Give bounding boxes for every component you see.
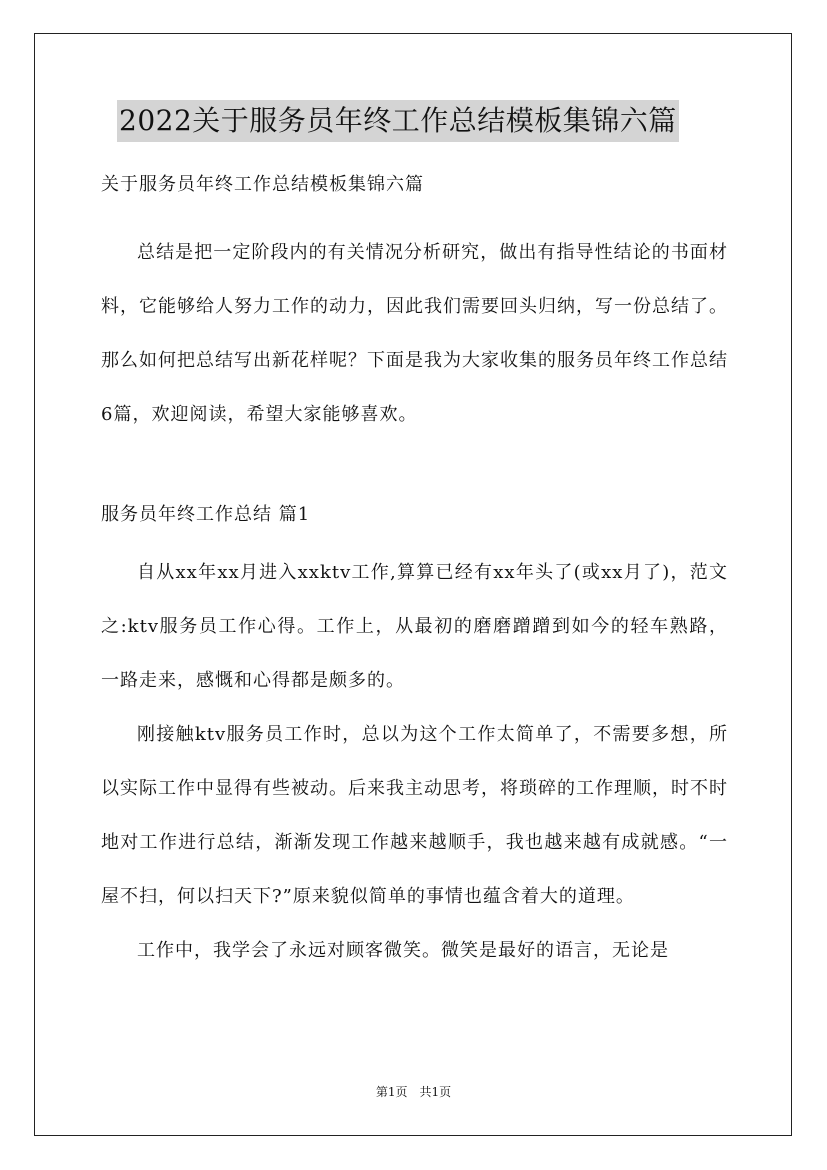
body-paragraph: 工作中，我学会了永远对顾客微笑。微笑是最好的语言，无论是 xyxy=(137,940,669,961)
page-number: 第1页 共1页 xyxy=(375,1085,452,1099)
document-title: 2022关于服务员年终工作总结模板集锦六篇 xyxy=(117,100,679,142)
section-heading: 服务员年终工作总结 篇1 xyxy=(101,504,311,525)
intro-paragraph: 总结是把一定阶段内的有关情况分析研究，做出有指导性结论的书面材料，它能够给人努力工作的动力，因此我们需要回头归纳，写一份总结了。那么如何把总结写出新花样呢？下面是我为大家收集的服务员年终工作总结6篇，欢迎阅读，希望大家能够喜欢。 xyxy=(101,242,728,425)
document-subtitle: 关于服务员年终工作总结模板集锦六篇 xyxy=(101,174,424,195)
body-paragraph: 自从xx年xx月进入xxktv工作,算算已经有xx年头了(或xx月了)，范文之:ktv服务员工作心得。工作上，从最初的磨磨蹭蹭到如今的轻车熟路，一路走来，感慨和心得都是颇多的。 xyxy=(101,562,728,691)
document-body xyxy=(101,172,728,978)
body-paragraph: 刚接触ktv服务员工作时，总以为这个工作太简单了，不需要多想，所以实际工作中显得有些被动。后来我主动思考，将琐碎的工作理顺，时不时地对工作进行总结，渐渐发现工作越来越顺手，我也越来越有成就感。“一屋不扫，何以扫天下?”原来貌似简单的事情也蕴含着大的道理。 xyxy=(101,724,728,907)
